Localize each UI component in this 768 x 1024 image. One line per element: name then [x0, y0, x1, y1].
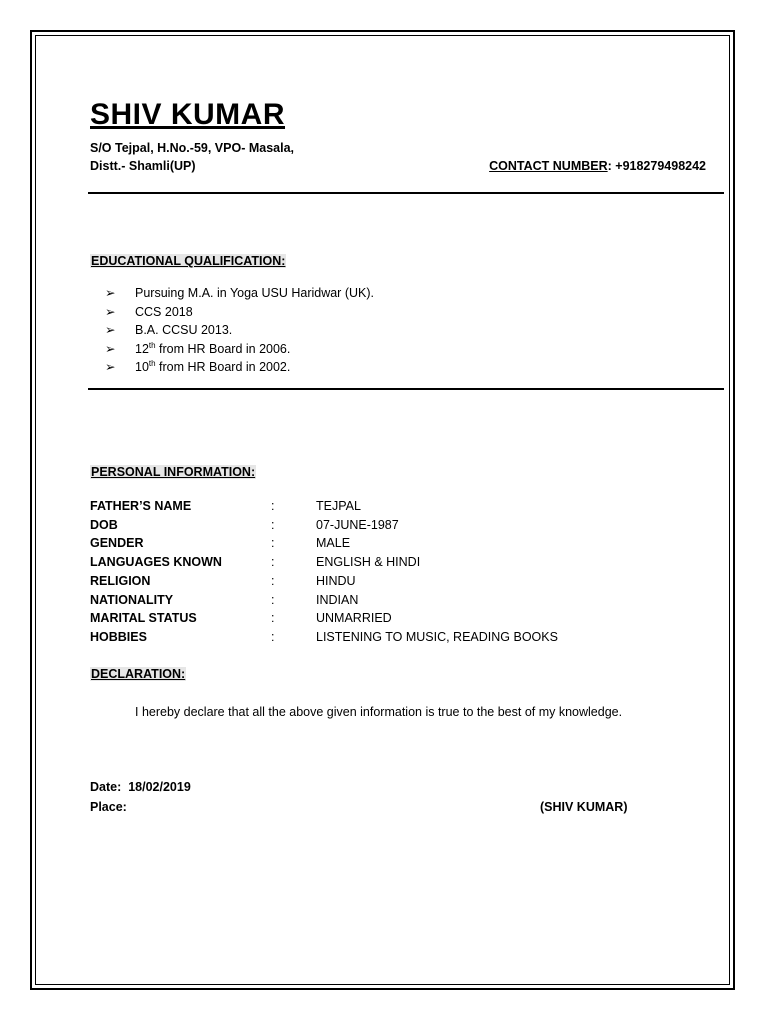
info-value: LISTENING TO MUSIC, READING BOOKS	[316, 629, 558, 644]
info-value: 07-JUNE-1987	[316, 517, 399, 532]
info-row	[90, 553, 558, 572]
education-item	[105, 321, 374, 340]
info-separator: :	[271, 611, 275, 626]
date-label: Date:	[90, 780, 122, 794]
arrow-bullet-icon: ➢	[105, 323, 116, 337]
divider-top	[88, 192, 724, 194]
address-line-1: S/O Tejpal, H.No.-59, VPO- Masala,	[90, 141, 294, 155]
info-row	[90, 572, 558, 591]
education-item-ordinal: th	[148, 340, 156, 350]
info-value: MALE	[316, 536, 351, 551]
divider-middle	[88, 388, 724, 390]
info-key: FATHER’S NAME	[90, 499, 192, 513]
contact-number	[489, 159, 706, 173]
info-key: RELIGION	[90, 573, 151, 588]
info-key: LANGUAGES KNOWN	[90, 555, 222, 570]
info-separator: :	[271, 536, 275, 551]
arrow-bullet-icon: ➢	[105, 360, 116, 374]
info-row	[90, 497, 558, 516]
declaration-heading: DECLARATION:	[91, 667, 186, 681]
arrow-bullet-icon: ➢	[105, 341, 116, 356]
education-item-text: CCS 2018	[135, 304, 193, 319]
info-key: DOB	[90, 517, 118, 532]
info-separator: :	[271, 629, 275, 644]
education-item-text-rest: from HR Board in 2006.	[155, 341, 291, 356]
date-line	[90, 780, 191, 794]
education-item-ordinal: th	[148, 358, 156, 368]
contact-label: CONTACT NUMBER	[489, 159, 608, 173]
personal-info-table	[90, 497, 558, 647]
education-item	[105, 340, 374, 359]
personal-info-heading: PERSONAL INFORMATION:	[91, 465, 256, 479]
info-value: TEJPAL	[316, 499, 361, 513]
place-label: Place:	[90, 800, 127, 814]
info-value: INDIAN	[316, 592, 359, 607]
info-row	[90, 628, 558, 647]
info-row	[90, 516, 558, 535]
info-key: GENDER	[90, 536, 144, 551]
education-item	[105, 358, 374, 377]
declaration-text: I hereby declare that all the above given information is true to the best of my knowledge.	[135, 705, 623, 719]
info-key: HOBBIES	[90, 629, 147, 644]
info-value: ENGLISH & HINDI	[316, 555, 421, 570]
info-separator: :	[271, 573, 275, 588]
candidate-name: SHIV KUMAR	[90, 98, 286, 131]
info-separator: :	[271, 555, 275, 570]
education-item-text-rest: from HR Board in 2002.	[155, 360, 291, 374]
education-item-text: 12	[135, 341, 149, 356]
info-value: HINDU	[316, 573, 356, 588]
info-separator: :	[271, 592, 275, 607]
info-row	[90, 609, 558, 628]
arrow-bullet-icon: ➢	[105, 304, 116, 319]
education-item-text: B.A. CCSU 2013.	[135, 323, 233, 337]
info-key: MARITAL STATUS	[90, 611, 197, 626]
education-list	[105, 284, 374, 377]
education-item-text: 10	[135, 360, 149, 374]
info-row	[90, 591, 558, 610]
education-item	[105, 303, 374, 322]
address-line-2: Distt.- Shamli(UP)	[90, 159, 196, 173]
education-item-text: Pursuing M.A. in Yoga USU Haridwar (UK).	[135, 286, 374, 300]
info-value: UNMARRIED	[316, 611, 392, 626]
info-row	[90, 534, 558, 553]
info-separator: :	[271, 499, 275, 513]
education-item	[105, 284, 374, 303]
contact-value: : +918279498242	[607, 159, 706, 173]
info-key: NATIONALITY	[90, 592, 174, 607]
signature-name: (SHIV KUMAR)	[540, 800, 628, 814]
arrow-bullet-icon: ➢	[105, 286, 116, 300]
education-heading: EDUCATIONAL QUALIFICATION:	[91, 254, 286, 268]
info-separator: :	[271, 517, 275, 532]
date-value: 18/02/2019	[128, 780, 191, 794]
